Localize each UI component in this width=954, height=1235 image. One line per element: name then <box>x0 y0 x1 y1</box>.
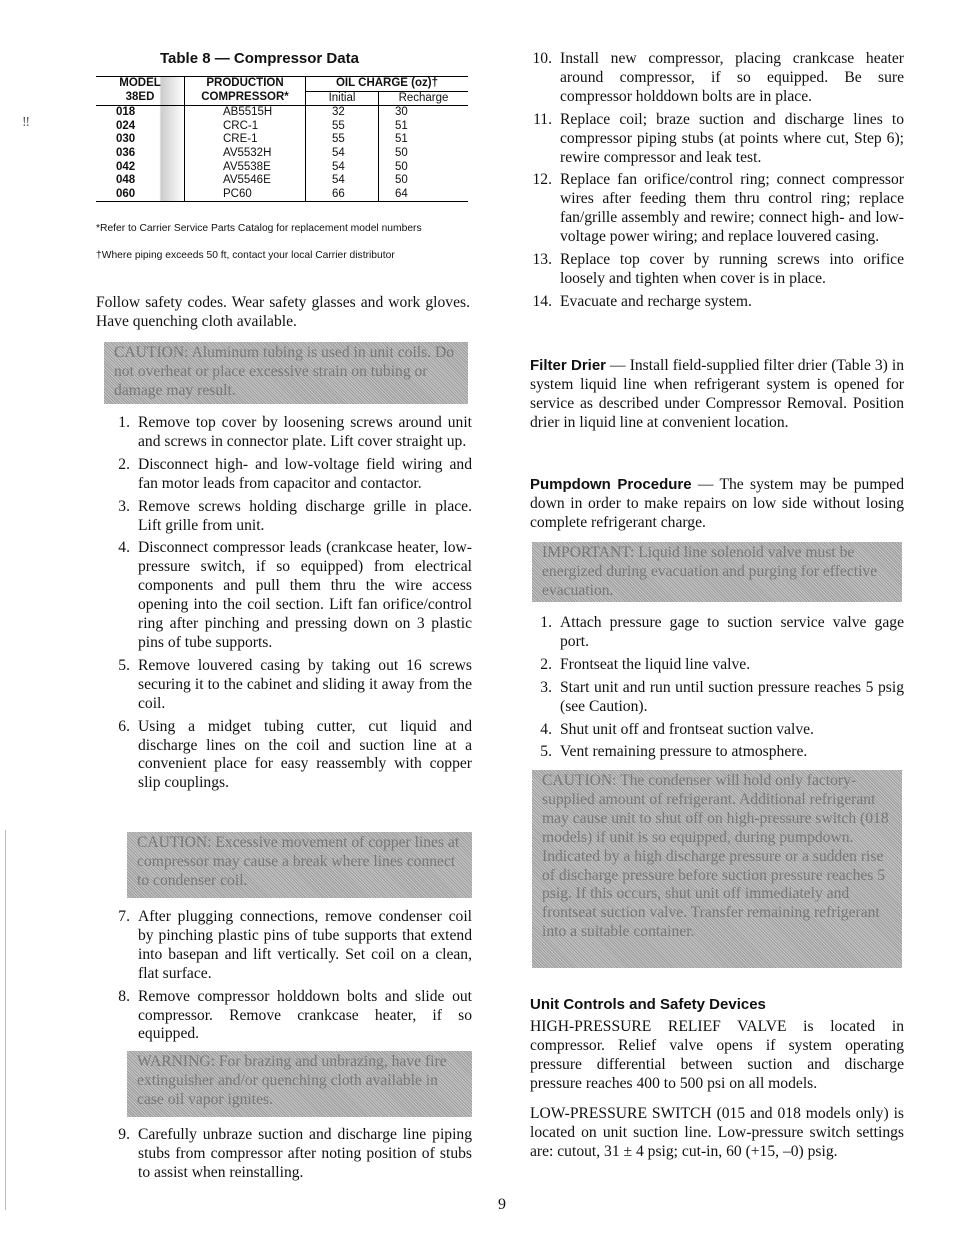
cell-compressor: CRC-1 <box>185 120 306 134</box>
controls-heading: Unit Controls and Safety Devices <box>530 996 766 1013</box>
list-item <box>106 414 472 452</box>
list-item <box>106 908 472 984</box>
caution-box-1: CAUTION: Aluminum tubing is used in unit coils. Do not overheat or place excessive strain on tubing or damage may result. <box>104 342 468 404</box>
steps-list-e <box>528 614 904 766</box>
list-item <box>528 111 904 168</box>
cell-recharge: 50 <box>395 160 408 173</box>
steps-list-b <box>106 908 472 1048</box>
list-item <box>106 988 472 1045</box>
table-row <box>96 147 468 161</box>
item-text: Disconnect high- and low-voltage field wiring and fan motor leads from capacitor and contactor. <box>138 455 472 492</box>
item-text: Replace top cover by running screws into orifice loosely and tighten when cover is in place. <box>560 251 904 287</box>
list-item <box>528 293 904 312</box>
th-oil-charge: OIL CHARGE (oz)† <box>306 77 469 92</box>
table-row <box>96 106 468 120</box>
item-number: 5. <box>540 743 552 761</box>
item-text: Replace fan orifice/control ring; connect compressor wires after feeding them thru control ring; replace fan/grille assembly and rewire; connect high- and low-voltage power wiring; and replace louvered casing. <box>560 171 904 246</box>
item-number: 3. <box>540 678 552 696</box>
filter-drier-paragraph <box>530 357 904 433</box>
item-number: 6. <box>118 717 130 735</box>
cell-compressor: AV5538E <box>185 161 306 175</box>
steps-list-a <box>106 414 472 797</box>
controls-paragraph-1: HIGH-PRESSURE RELIEF VALVE is located in compressor. Relief valve opens if system operating pressure differential between suction and discharge pressure reaches 400 to 500 psi on all models. <box>530 1018 904 1092</box>
list-item <box>528 743 904 762</box>
item-text: Vent remaining pressure to atmosphere. <box>560 743 808 761</box>
th-production-2: COMPRESSOR* <box>185 91 306 106</box>
item-number: 5. <box>118 656 130 674</box>
item-number: 12. <box>532 171 552 189</box>
compressor-table <box>96 76 468 202</box>
cell-model: 024 <box>96 120 185 134</box>
item-number: 4. <box>540 720 552 738</box>
cell-recharge: 51 <box>395 133 408 146</box>
list-item <box>528 679 904 717</box>
list-item <box>528 251 904 289</box>
list-item <box>106 456 472 494</box>
cell-initial: 66 <box>306 188 379 202</box>
page-number: 9 <box>498 1196 506 1213</box>
list-item <box>106 657 472 714</box>
list-item <box>528 50 904 107</box>
table-row <box>96 161 468 175</box>
pumpdown-text: — The system may be pumped down in order to make repairs on low side without losing complete refrigerant charge. <box>530 476 904 531</box>
th-model: MODEL <box>96 77 185 92</box>
cell-model: 060 <box>96 188 185 202</box>
item-number: 4. <box>118 539 130 557</box>
list-item <box>106 1126 472 1183</box>
controls-paragraph-2: LOW-PRESSURE SWITCH (015 and 018 models only) is located on unit suction line. Low-pressure switch settings are: cutout, 31 ± 4 psig; cut-in, 60 (+15, –0) psig. <box>530 1105 904 1160</box>
item-text: After plugging connections, remove condenser coil by pinching plastic pins of tube supports that extend into basepan and lift vertically. Set coil on a clean, flat surface. <box>138 908 472 982</box>
th-model-2: 38ED <box>96 91 185 106</box>
table-row <box>96 174 468 188</box>
intro-paragraph: Follow safety codes. Wear safety glasses and work gloves. Have quenching cloth available. <box>96 294 470 330</box>
item-text: Shut unit off and frontseat suction valve. <box>560 720 814 738</box>
caution-box-3: CAUTION: The condenser will hold only factory-supplied amount of refrigerant. Additional refrigerant may cause unit to shut off on high-pressure switch (018 models) if unit is so equipped, during pumpdown. Indicated by a high discharge pressure or a sudden rise of discharge pressure before suction pressure reaches 5 psig. If this occurs, shut unit off immediately and frontseat suction valve. Transfer remaining refrigerant into a suitable container. <box>532 770 902 968</box>
cell-recharge: 51 <box>395 119 408 132</box>
cell-initial: 54 <box>306 174 379 188</box>
steps-list-d <box>528 50 904 316</box>
cell-model: 018 <box>96 106 185 120</box>
item-text: Remove louvered casing by taking out 16 screws securing it to the cabinet and sliding it away from the coil. <box>138 656 472 712</box>
cell-initial: 32 <box>306 106 379 120</box>
cell-recharge: 30 <box>395 106 408 119</box>
warning-box: WARNING: For brazing and unbrazing, have fire extinguisher and/or quenching cloth available in case oil vapor ignites. <box>127 1051 472 1117</box>
cell-compressor: CRE-1 <box>185 133 306 147</box>
list-item <box>106 718 472 794</box>
table-title: Table 8 — Compressor Data <box>160 50 359 67</box>
cell-compressor: AV5532H <box>185 147 306 161</box>
cell-compressor: PC60 <box>185 188 306 202</box>
th-production: PRODUCTION <box>185 77 306 92</box>
steps-list-c <box>106 1126 472 1187</box>
table-note-2: †Where piping exceeds 50 ft, contact your local Carrier distributor <box>96 250 395 261</box>
item-text: Attach pressure gage to suction service valve gage port. <box>560 614 904 650</box>
item-number: 13. <box>532 251 552 269</box>
item-text: Frontseat the liquid line valve. <box>560 655 751 673</box>
cell-recharge: 50 <box>395 146 408 159</box>
item-text: Install new compressor, placing crankcase heater around compressor, if so equipped. Be sure compressor holddown bolts are in place. <box>560 50 904 105</box>
cell-initial: 55 <box>306 133 379 147</box>
table-row <box>96 133 468 147</box>
table-row <box>96 120 468 134</box>
list-item <box>106 539 472 652</box>
table-body <box>96 106 468 202</box>
caution-box-2: CAUTION: Excessive movement of copper lines at compressor may cause a break where lines connect to condenser coil. <box>127 832 472 898</box>
item-number: 7. <box>118 908 130 925</box>
margin-rule <box>5 830 6 1210</box>
item-number: 1. <box>540 614 552 631</box>
list-item <box>528 721 904 740</box>
table-row <box>96 188 468 202</box>
pumpdown-paragraph <box>530 476 904 533</box>
item-number: 2. <box>118 455 130 473</box>
table-note-1: *Refer to Carrier Service Parts Catalog for replacement model numbers <box>96 223 422 234</box>
item-text: Remove top cover by loosening screws around unit and screws in connector plate. Lift cover straight up. <box>138 414 472 450</box>
item-text: Carefully unbraze suction and discharge line piping stubs from compressor after noting position of stubs to assist when reinstalling. <box>138 1126 472 1181</box>
important-box: IMPORTANT: Liquid line solenoid valve must be energized during evacuation and purging for effective evacuation. <box>532 542 902 602</box>
cell-compressor: AV5546E <box>185 174 306 188</box>
list-item <box>528 656 904 675</box>
item-text: Remove compressor holddown bolts and slide out compressor. Remove crankcase heater, if so equipped. <box>138 987 472 1043</box>
item-number: 9. <box>118 1126 130 1143</box>
item-number: 14. <box>532 292 552 310</box>
item-text: Disconnect compressor leads (crankcase heater, low-pressure switch, if so equipped) from electrical components and pull them thru the wire access opening into the coil section. Lift fan orifice/control ring after pinching and pressing down on 3 plastic pins of tube supports. <box>138 539 472 651</box>
cell-initial: 55 <box>306 120 379 134</box>
pumpdown-heading: Pumpdown Procedure <box>530 476 692 493</box>
item-number: 11. <box>533 110 552 128</box>
item-text: Start unit and run until suction pressure reaches 5 psig (see Caution). <box>560 678 904 715</box>
cell-model: 048 <box>96 174 185 188</box>
list-item <box>106 498 472 536</box>
th-initial: Initial <box>306 91 379 106</box>
cell-model: 030 <box>96 133 185 147</box>
item-text: Replace coil; braze suction and discharge lines to compressor piping stubs (at points where cut, Step 6); rewire compressor and leak test. <box>560 110 904 166</box>
item-text: Using a midget tubing cutter, cut liquid and discharge lines on the coil and suction line at a convenient place for easy reassembly with copper slip couplings. <box>138 717 472 792</box>
cell-initial: 54 <box>306 161 379 175</box>
item-number: 3. <box>118 497 130 515</box>
item-text: Evacuate and recharge system. <box>560 292 752 310</box>
cell-initial: 54 <box>306 147 379 161</box>
margin-mark: ‼ <box>22 115 31 130</box>
list-item <box>528 171 904 247</box>
cell-recharge: 50 <box>395 174 408 187</box>
item-number: 8. <box>118 987 130 1005</box>
filter-drier-heading: Filter Drier <box>530 357 607 374</box>
list-item <box>528 614 904 652</box>
item-number: 2. <box>540 655 552 673</box>
cell-model: 042 <box>96 161 185 175</box>
item-text: Remove screws holding discharge grille in place. Lift grille from unit. <box>138 497 472 534</box>
cell-recharge: 64 <box>395 187 408 200</box>
filter-drier-text: — Install field-supplied filter drier (Table 3) in system liquid line when refrigerant system is opened for service as described under Compressor Removal. Position drier in liquid line at convenient location. <box>530 357 904 431</box>
cell-model: 036 <box>96 147 185 161</box>
cell-compressor: AB5515H <box>185 106 306 120</box>
item-number: 10. <box>532 50 552 67</box>
th-recharge: Recharge <box>398 91 449 104</box>
item-number: 1. <box>118 414 130 431</box>
